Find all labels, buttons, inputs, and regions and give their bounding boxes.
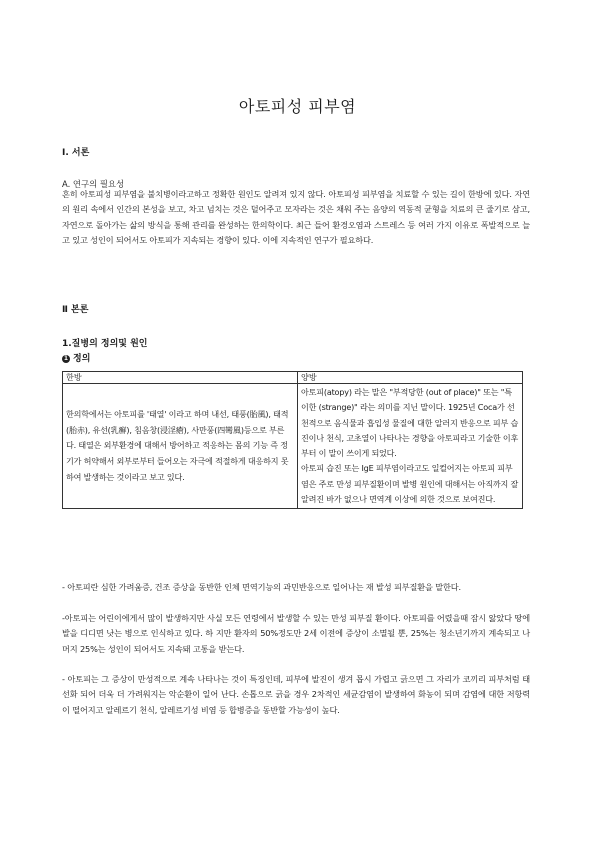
intro-paragraph: 흔히 아토피성 피부염을 불치병이라고하고 정확한 원인도 알려져 있지 않다. 아토피성 피부염을 치료할 수 있는 길이 한방에 있다. 자연의 원리 속에서 인간의 본성을 보고, 차고 넘치는 것은 덜어주고 모자라는 것은 채워 주는 음양의 역동적 균형을 치료의 큰 줄기로 삼고, 자연으로 돌아가는 삶의 방식을 통해 관리를 완성하는 한의학이다. 최근 들어 환경오염과 스트레스 등 여러 가지 이유로 폭발적으로 늘고 있고 성인이 되어서도 아토피가 지속되는 경향이 있다. 이에 지속적인 연구가 필요하다. bbox=[62, 189, 530, 245]
definition-table bbox=[62, 371, 523, 509]
definition-label bbox=[62, 351, 90, 364]
section-heading-intro: Ⅰ. 서론 bbox=[62, 148, 90, 158]
numbered-bullet-icon: 1 bbox=[63, 354, 69, 362]
table-cell-western bbox=[298, 384, 523, 509]
note-paragraph-3: - 아토피는 그 증상이 만성적으로 계속 나타나는 것이 특징인데, 피부에 발진이 생겨 몹시 가렵고 긁으면 그 자리가 코끼리 피부처럼 태선화 되어 더욱 더 가려워지는 악순환이 일어 난다. 손톱으로 긁을 경우 2차적인 세균감염이 발생하여 화농이 되며 감염에 대한 저항력 이 떨어지고 알레르기 천식, 알레르기성 비염 등 합병증을 동반할 가능성이 높다. bbox=[62, 674, 530, 715]
document-title: 아토피성 피부염 bbox=[238, 97, 357, 116]
note-paragraph-2: -아토피는 어린이에게서 많이 발생하지만 사실 모든 연령에서 발생할 수 있는 만성 피부질 환이다. 아토피를 어렸을때 잠시 앓았다 땅에 발을 디디면 낫는 병으로 인식하고 있다. 하 지만 환자의 50%정도만 2세 이전에 증상이 소멸될 뿐, 25%는 청소년기까지 계속되고 나 머지 25%는 성인이 되어서도 지속돼 고통을 받는다. bbox=[62, 613, 530, 654]
table-cell-oriental: 한의학에서는 아토피를 '태열' 이라고 하며 내선, 태풍(胎風), 태적(胎赤), 유선(乳癬), 침음창(浸淫瘡), 사만풍(四彎風)등으로 부른다. 태열은 외부환경에 대해서 방어하고 적응하는 몸의 기능 즉 정기가 허약해서 외부로부터 들어오는 자극에 적절하게 대응하지 못하여 발생하는 것이라고 보고 있다. bbox=[63, 384, 298, 509]
western-definition-2: 아토피 습진 또는 IgE 피부염이라고도 일컬어지는 아토피 피부염은 주로 만성 피부질환이며 발병 원인에 대해서는 아직까지 잘 알려진 바가 없으나 면역계 이상에 의한 것으로 보여진다. bbox=[301, 463, 519, 505]
note-paragraph-1: - 아토피란 심한 가려움증, 건조 증상을 동반한 인체 면역기능의 과민반응으로 일어나는 재 발성 피부질환을 말한다. bbox=[62, 582, 461, 592]
table-header-western: 양방 bbox=[298, 372, 523, 384]
table-header-oriental: 한방 bbox=[63, 372, 298, 384]
definition-label-text: 정의 bbox=[73, 354, 91, 364]
subheading-definition-cause: 1.질병의 정의및 원인 bbox=[62, 339, 148, 349]
subheading-research-need: A. 연구의 필요성 bbox=[62, 179, 125, 189]
section-heading-body: Ⅱ 본론 bbox=[62, 305, 89, 315]
western-definition-1: 아토피(atopy) 라는 말은 "부적당한 (out of place)" 또는 "특이한 (strange)" 라는 의미를 지닌 말이다. 1925년 Coca가 선천적으로 음식물과 흡입성 물질에 대한 알러지 반응으로 피부 습진이나 천식, 고초열이 나타나는 경향을 아토피라고 기술한 이후부터 이 말이 쓰이게 되었다. bbox=[301, 387, 519, 459]
